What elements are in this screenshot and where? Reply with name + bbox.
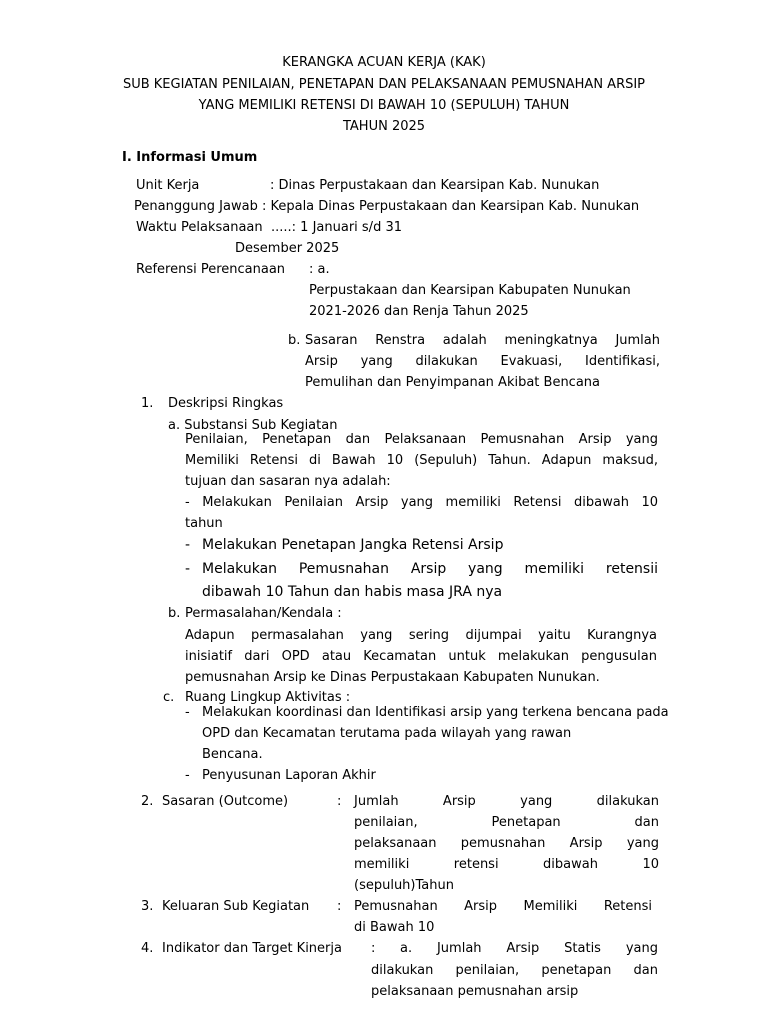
referensi-b-line: Sasaran Renstra adalah meningkatnya Jumlah [305, 333, 660, 348]
paragraph-line: inisiatif dari OPD atau Kecamatan untuk melakukan pengusulan [185, 649, 657, 664]
item-value-line: pelaksanaan pemusnahan arsip [371, 984, 579, 999]
item-number: 4. [141, 941, 154, 956]
referensi-b-line: Arsip yang dilakukan Evakuasi, Identifikasi, [305, 354, 660, 369]
item-colon: : [337, 899, 342, 914]
unit-kerja-value: : Dinas Perpustakaan dan Kearsipan Kab. Nunukan [270, 178, 600, 193]
paragraph-line: pemusnahan Arsip ke Dinas Perpustakaan Kabupaten Nunukan. [185, 670, 600, 685]
item-number: 2. [141, 794, 154, 809]
bullet-dash: - [185, 537, 191, 553]
bullet-item: Melakukan Penetapan Jangka Retensi Arsip [202, 537, 504, 553]
section-title: I. Informasi Umum [122, 150, 258, 165]
bullet-item: Melakukan koordinasi dan Identifikasi arsip yang terkena bencana pada [202, 705, 669, 720]
item-value-line: a. Jumlah Arsip Statis yang [400, 941, 658, 956]
item-value-line: di Bawah 10 [354, 920, 435, 935]
referensi-a-line: Perpustakaan dan Kearsipan Kabupaten Nunukan [309, 283, 631, 298]
item-value-line: penilaian, Penetapan dan [354, 815, 659, 830]
subitem-marker: c. [163, 690, 175, 705]
referensi-label: Referensi Perencanaan [136, 262, 286, 277]
item-value-line: dilakukan penilaian, penetapan dan [371, 963, 658, 978]
unit-kerja-label: Unit Kerja [136, 178, 200, 193]
item-value-line: (sepuluh)Tahun [354, 878, 454, 893]
waktu-value-cont: Desember 2025 [235, 241, 340, 256]
doc-title: KERANGKA ACUAN KERJA (KAK) [282, 55, 486, 70]
penanggung-jawab: Penanggung Jawab : Kepala Dinas Perpustakaan dan Kearsipan Kab. Nunukan [134, 199, 640, 214]
referensi-b-marker: b. [288, 333, 301, 348]
item-colon: : [371, 941, 376, 956]
doc-subtitle-2: YANG MEMILIKI RETENSI DI BAWAH 10 (SEPULUH) TAHUN [198, 98, 570, 113]
item-label: Sasaran (Outcome) [162, 794, 289, 809]
subitem-title: Permasalahan/Kendala : [185, 606, 342, 621]
bullet-item: - Melakukan Penilaian Arsip yang memiliki Retensi dibawah 10 [185, 495, 658, 510]
subitem-title: a. Substansi Sub Kegiatan [168, 418, 338, 433]
referensi-a-line: 2021-2026 dan Renja Tahun 2025 [309, 304, 529, 319]
item-label: Keluaran Sub Kegiatan [162, 899, 310, 914]
bullet-dash: - [185, 705, 190, 720]
item-number: 1. [141, 396, 154, 411]
bullet-dash: - [185, 768, 190, 783]
item-value-line: memiliki retensi dibawah 10 [354, 857, 659, 872]
doc-subtitle-1: SUB KEGIATAN PENILAIAN, PENETAPAN DAN PELAKSANAAN PEMUSNAHAN ARSIP [122, 77, 646, 92]
bullet-item: Melakukan Pemusnahan Arsip yang memiliki retensii [202, 561, 658, 577]
paragraph-line: Memiliki Retensi di Bawah 10 (Sepuluh) Tahun. Adapun maksud, [185, 453, 658, 468]
doc-year: TAHUN 2025 [342, 119, 426, 134]
paragraph-line: Adapun permasalahan yang sering dijumpai yaitu Kurangnya [185, 628, 657, 643]
referensi-a-marker: : a. [309, 262, 330, 277]
waktu-label: Waktu Pelaksanaan [136, 220, 263, 235]
subitem-title: Ruang Lingkup Aktivitas : [185, 690, 351, 705]
waktu-value: .....: 1 Januari s/d 31 [271, 220, 402, 235]
item-value-line: pelaksanaan pemusnahan Arsip yang [354, 836, 659, 851]
bullet-item: Penyusunan Laporan Akhir [202, 768, 376, 783]
item-value-line: Pemusnahan Arsip Memiliki Retensi [354, 899, 652, 914]
paragraph-line: Penilaian, Penetapan dan Pelaksanaan Pemusnahan Arsip yang [185, 432, 658, 447]
subitem-marker: b. [168, 606, 181, 621]
bullet-item-cont: OPD dan Kecamatan terutama pada wilayah yang rawan [202, 726, 572, 741]
item-title: Deskripsi Ringkas [168, 396, 284, 411]
bullet-dash: - [185, 561, 191, 577]
bullet-item-cont: Bencana. [202, 747, 263, 762]
item-colon: : [337, 794, 342, 809]
item-number: 3. [141, 899, 154, 914]
item-value-line: Jumlah Arsip yang dilakukan [354, 794, 659, 809]
bullet-item-cont: dibawah 10 Tahun dan habis masa JRA nya [202, 584, 503, 600]
referensi-b-line: Pemulihan dan Penyimpanan Akibat Bencana [305, 375, 601, 390]
item-label: Indikator dan Target Kinerja [162, 941, 342, 956]
bullet-item-cont: tahun [185, 516, 223, 531]
paragraph-line: tujuan dan sasaran nya adalah: [185, 474, 391, 489]
